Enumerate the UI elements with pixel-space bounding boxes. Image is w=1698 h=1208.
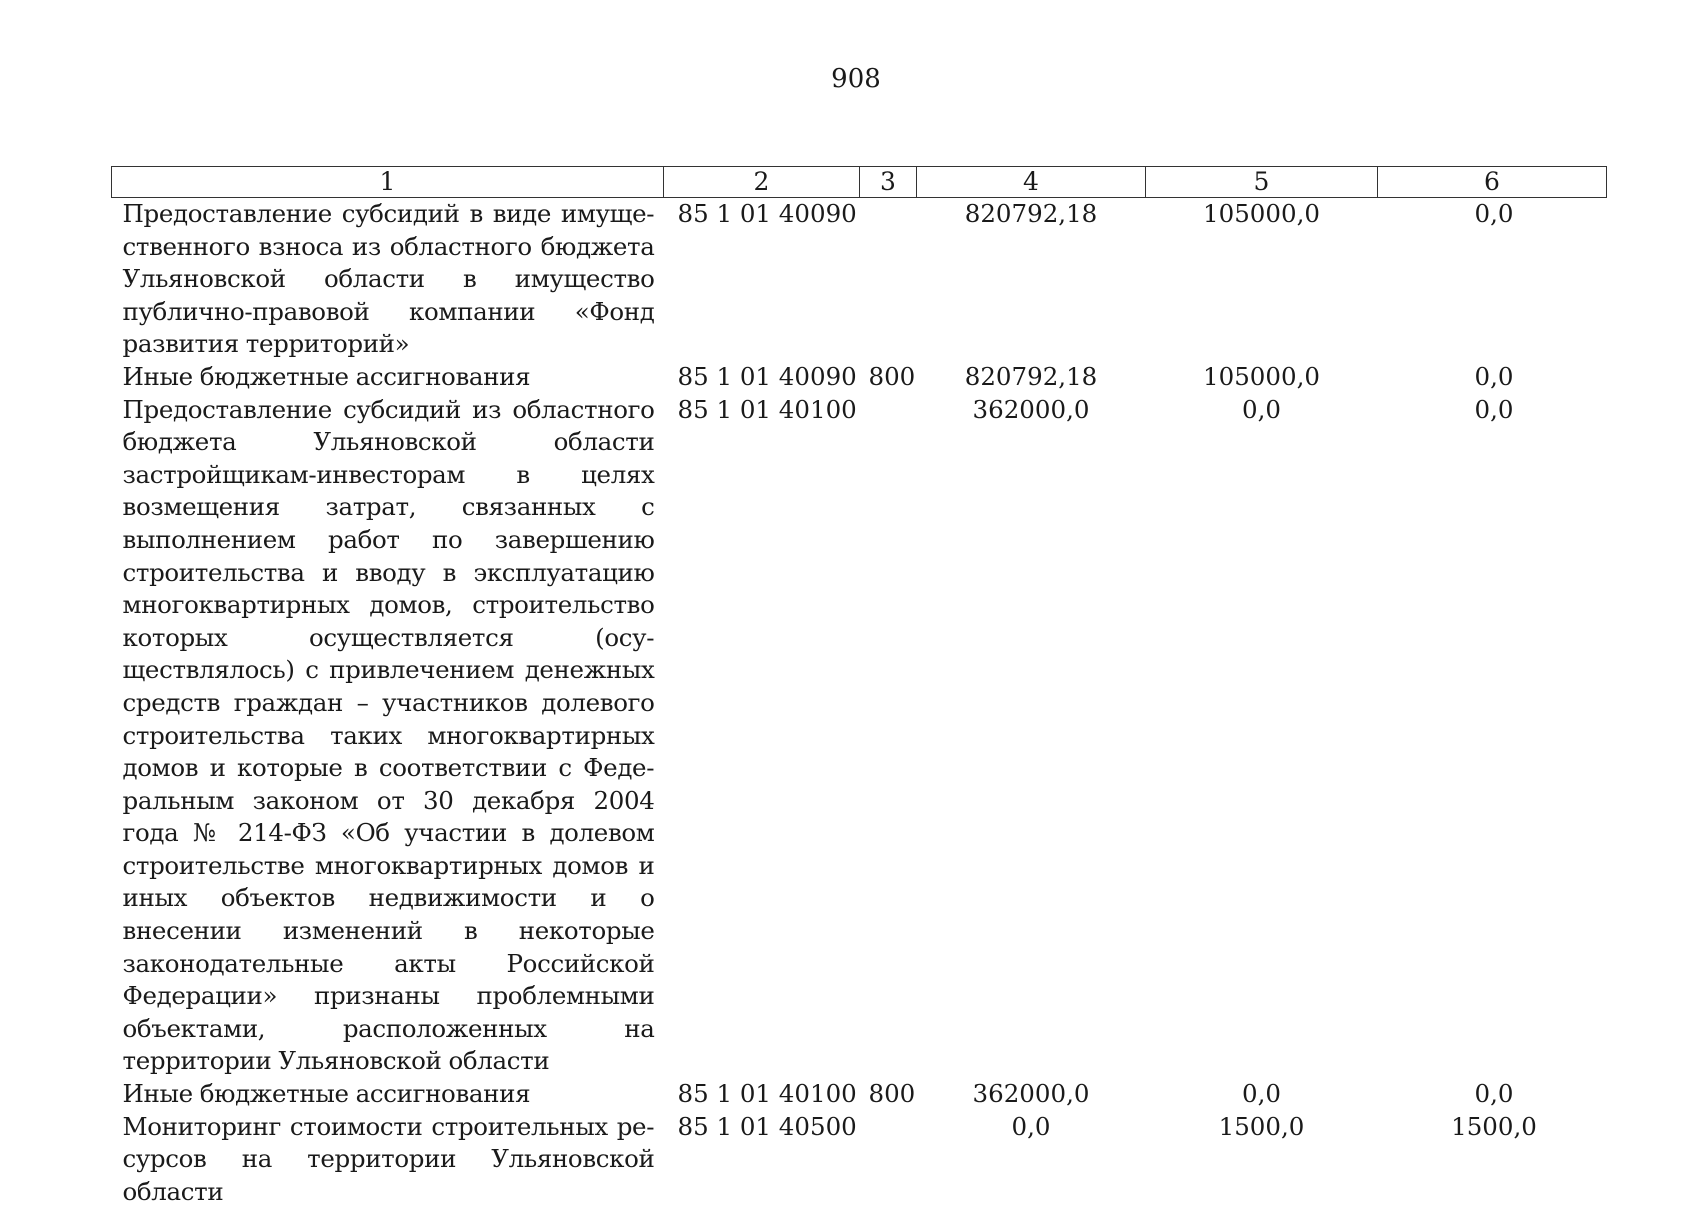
- row-value-6: 1500,0: [1451, 1111, 1537, 1141]
- table-row: [112, 198, 1607, 361]
- table-row: [112, 361, 1607, 394]
- row-value-6: 0,0: [1474, 361, 1514, 391]
- budget-table: [111, 166, 1607, 1208]
- row-type: [860, 198, 917, 361]
- row-name: Предоставление субсидий в виде имущественного взноса из областного бюджета Ульяновской области в имущество публично-правовой компании «Фонд развития территорий»: [122, 199, 655, 359]
- row-name: Предоставление субсидий из областного бюджета Ульяновской области застройщикам-инвесторам в целях возмещения затрат, связанных с выполнением работ по завершению строительства и вводу в эксплуатацию многоквартирных домов, строительство которых осуществляется (осуществлялось) с привлечением денежных средств граждан – участников долевого строительства таких многоквартирных домов и которые в соответствии с Федеральным законом от 30 декабря 2004 года № 214-ФЗ «Об участии в долевом строительстве многоквартирных домов и иных объектов недвижимости и о внесении изменений в некоторые законодательные акты Российской Федерации» признаны проблемными объектами, расположенных на территории Ульяновской области: [122, 394, 655, 1076]
- column-header-5: 5: [1146, 167, 1378, 198]
- row-value-5: 1500,0: [1218, 1111, 1305, 1141]
- row-type: 800: [868, 361, 916, 391]
- row-type: 800: [868, 1079, 916, 1109]
- row-code: 85 1 01 40090: [677, 199, 857, 228]
- table-row: [112, 1078, 1607, 1111]
- row-value-5: 105000,0: [1203, 361, 1320, 391]
- column-header-4: 4: [917, 167, 1146, 198]
- row-value-4: 362000,0: [972, 1079, 1090, 1109]
- table-row: [112, 1111, 1607, 1208]
- row-value-4: 362000,0: [972, 394, 1090, 424]
- row-name: Иные бюджетные ассигнования: [122, 361, 531, 391]
- column-header-6: 6: [1378, 167, 1607, 198]
- row-value-5: 0,0: [1242, 1079, 1281, 1109]
- row-value-6: 0,0: [1474, 1079, 1514, 1109]
- row-code: 85 1 01 40500: [677, 1111, 857, 1141]
- row-value-4: 820792,18: [964, 199, 1098, 228]
- row-value-5: 0,0: [1242, 394, 1281, 424]
- row-type: [860, 1111, 917, 1208]
- row-code: 85 1 01 40100: [677, 1079, 857, 1109]
- column-header-3: 3: [860, 167, 917, 198]
- row-value-6: 0,0: [1474, 394, 1514, 424]
- row-value-4: 820792,18: [964, 361, 1098, 391]
- table-row: [112, 394, 1607, 1078]
- column-header-1: 1: [112, 167, 664, 198]
- table-header-row: [112, 167, 1607, 198]
- row-code: 85 1 01 40100: [677, 394, 857, 424]
- row-value-6: 0,0: [1474, 199, 1514, 228]
- row-name: Мониторинг стоимости строительных ресурсов на территории Ульяновской области: [122, 1111, 655, 1206]
- row-name: Иные бюджетные ассигнования: [122, 1079, 531, 1109]
- row-value-4: 0,0: [1011, 1111, 1051, 1141]
- row-code: 85 1 01 40090: [677, 361, 857, 391]
- row-value-5: 105000,0: [1203, 199, 1320, 228]
- row-type: [860, 394, 917, 1078]
- page-number: 908: [831, 64, 881, 94]
- column-header-2: 2: [664, 167, 860, 198]
